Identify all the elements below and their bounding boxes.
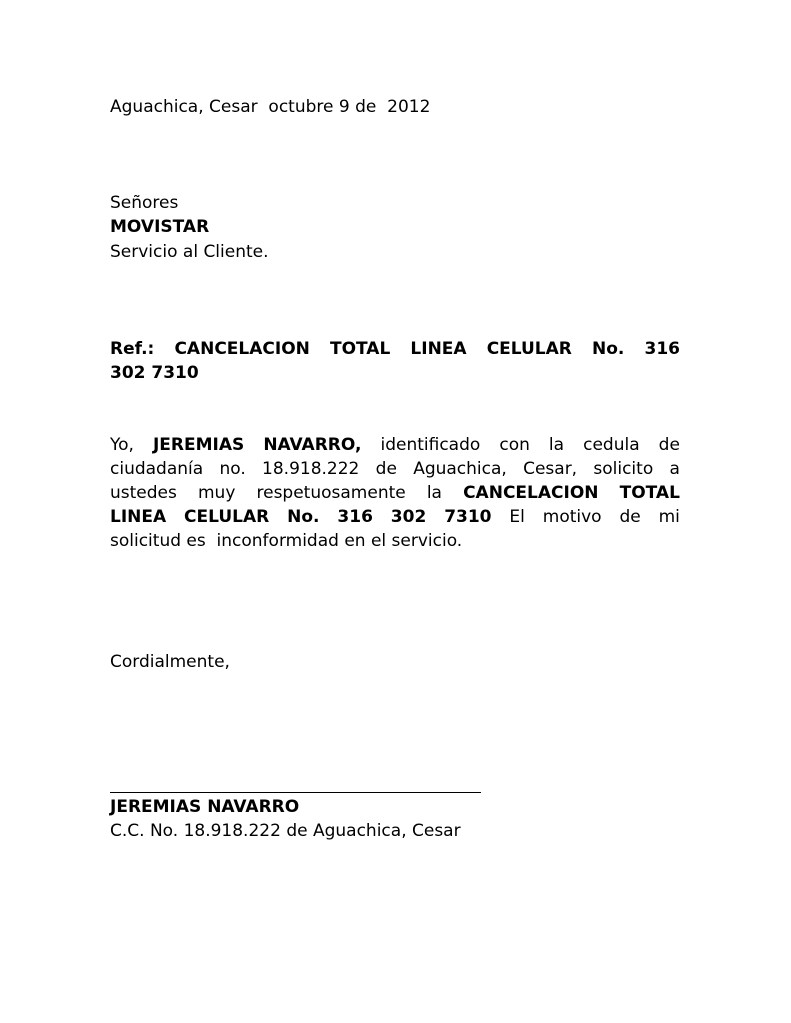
body-word: cedula [583, 435, 640, 455]
body-word: LINEA [110, 507, 167, 527]
body-word: muy [197, 483, 236, 503]
body-word: CELULAR [184, 507, 270, 527]
reference-word: Ref.: [110, 339, 155, 359]
body-word: NAVARRO, [263, 435, 362, 455]
recipient-salutation: Señores [110, 193, 179, 213]
body-word: a [669, 459, 680, 479]
body-word: CANCELACION [463, 483, 599, 503]
body-row-1 [110, 433, 680, 457]
reference-word: LINEA [410, 339, 467, 359]
reference-word: CANCELACION [174, 339, 310, 359]
body-word: 316 [337, 507, 373, 527]
reference-block [110, 337, 680, 385]
body-word: JEREMIAS [152, 435, 245, 455]
signature-name: JEREMIAS NAVARRO [110, 797, 300, 817]
body-word: identificado [380, 435, 481, 455]
body-word: de [375, 459, 397, 479]
closing: Cordialmente, [110, 652, 230, 672]
body-row-3 [110, 481, 680, 505]
body-word: Cesar, [523, 459, 578, 479]
reference-row-1 [110, 337, 680, 361]
body-word: 302 [390, 507, 427, 527]
body-word: motivo [542, 507, 602, 527]
body-word: No. [287, 507, 320, 527]
signature-line [110, 792, 481, 793]
body-row-4 [110, 505, 680, 529]
recipient-company: MOVISTAR [110, 217, 210, 237]
reference-word: 316 [644, 339, 680, 359]
body-word: la [426, 483, 442, 503]
body-word: ciudadanía [110, 459, 204, 479]
body-word: la [548, 435, 565, 455]
reference-word: TOTAL [329, 339, 391, 359]
body-word: de [619, 507, 641, 527]
body-word: Aguachica, [413, 459, 507, 479]
body-word: de [658, 435, 680, 455]
body-word: 7310 [444, 507, 492, 527]
body-paragraph [110, 433, 680, 553]
place-date: Aguachica, Cesar octubre 9 de 2012 [110, 97, 431, 117]
reference-word: No. [592, 339, 625, 359]
body-word: mi [658, 507, 680, 527]
body-word: TOTAL [619, 483, 680, 503]
body-word: solicito [593, 459, 654, 479]
recipient-department: Servicio al Cliente. [110, 242, 269, 262]
body-word: 18.918.222 [262, 459, 360, 479]
body-word: con [499, 435, 530, 455]
body-word: respetuosamente [256, 483, 406, 503]
body-word: El [509, 507, 525, 527]
reference-word: CELULAR [486, 339, 572, 359]
reference-row-2: 302 7310 [110, 363, 199, 383]
body-word: no. [219, 459, 246, 479]
body-word: ustedes [110, 483, 177, 503]
body-row-5: solicitud es inconformidad en el servicio. [110, 531, 463, 551]
body-row-2 [110, 457, 680, 481]
body-word: Yo, [110, 435, 134, 455]
signature-id: C.C. No. 18.918.222 de Aguachica, Cesar [110, 821, 461, 841]
